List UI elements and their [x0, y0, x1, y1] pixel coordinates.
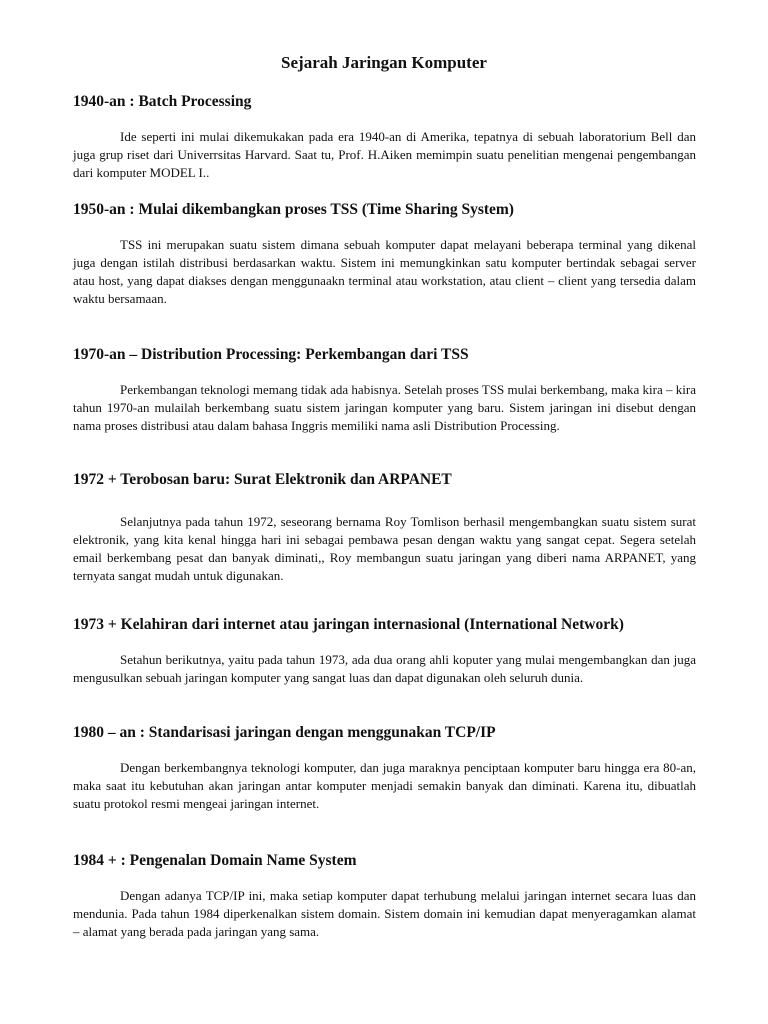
section-heading: 1950-an : Mulai dikembangkan proses TSS (Time Sharing System)	[73, 201, 514, 218]
section-paragraph: Ide seperti ini mulai dikemukakan pada era 1940-an di Amerika, tepatnya di sebuah laboratorium Bell dan juga grup riset dari Univerrsitas Harvard. Saat tu, Prof. H.Aiken memimpin suatu penelitian mengenai pengembangan dari komputer MODEL I..	[73, 129, 696, 180]
section-paragraph: Selanjutnya pada tahun 1972, seseorang bernama Roy Tomlison berhasil mengembangkan suatu sistem surat elektronik, yang kita kenal hingga hari ini sebagai pembawa pesan dengan waktu yang sangat cepat. Segera setelah email berkembang pesat dan banyak diminati,, Roy membangun suatu jaringan yang diberi nama ARPANET, yang ternyata sangat mudah untuk digunakan.	[73, 514, 696, 583]
section-heading: 1980 – an : Standarisasi jaringan dengan menggunakan TCP/IP	[73, 724, 496, 741]
section-paragraph: Perkembangan teknologi memang tidak ada habisnya. Setelah proses TSS mulai berkembang, maka kira – kira tahun 1970-an mulailah berkembang suatu sistem jaringan komputer yang baru. Sistem jaringan ini disebut dengan nama proses distribusi atau dalam bahasa Inggris memiliki nama asli Distribution Processing.	[73, 382, 696, 433]
section-heading: 1973 + Kelahiran dari internet atau jaringan internasional (International Network)	[73, 616, 624, 633]
section-1972	[73, 470, 696, 585]
section-heading: 1940-an : Batch Processing	[73, 93, 252, 110]
section-paragraph: Setahun berikutnya, yaitu pada tahun 1973, ada dua orang ahli koputer yang mulai mengembangkan dan juga mengusulkan sebuah jaringan komputer yang sangat luas dan dapat digunakan oleh seluruh dunia.	[73, 652, 696, 685]
section-1970s	[73, 345, 696, 435]
section-heading: 1972 + Terobosan baru: Surat Elektronik dan ARPANET	[73, 471, 452, 488]
section-heading: 1984 + : Pengenalan Domain Name System	[73, 852, 357, 869]
section-1984	[73, 851, 696, 941]
page-title: Sejarah Jaringan Komputer	[281, 53, 487, 72]
section-paragraph: Dengan berkembangnya teknologi komputer, dan juga maraknya penciptaan komputer baru hingga era 80-an, maka saat itu kebutuhan akan jaringan antar komputer menjadi semakin banyak dan diminati. Karena itu, dibuatlah suatu protokol resmi mengeai jaringan internet.	[73, 760, 696, 811]
section-paragraph: Dengan adanya TCP/IP ini, maka setiap komputer dapat terhubung melalui jaringan internet secara luas dan mendunia. Pada tahun 1984 diperkenalkan sistem domain. Sistem domain ini kemudian dapat menyeragamkan alamat – alamat yang berada pada jaringan yang sama.	[73, 888, 696, 939]
section-1950s	[73, 200, 696, 308]
section-paragraph: TSS ini merupakan suatu sistem dimana sebuah komputer dapat melayani beberapa terminal yang dikenal juga dengan istilah distribusi berdasarkan waktu. Sistem ini memungkinkan satu komputer bertindak sebagai server atau host, yang dapat diakses dengan menggunaakn terminal atau workstation, atau client – client yang tersedia dalam waktu bersamaan.	[73, 237, 696, 306]
section-1973	[73, 615, 696, 687]
section-heading: 1970-an – Distribution Processing: Perkembangan dari TSS	[73, 346, 469, 363]
section-1940s	[73, 92, 696, 182]
section-1980s	[73, 723, 696, 813]
